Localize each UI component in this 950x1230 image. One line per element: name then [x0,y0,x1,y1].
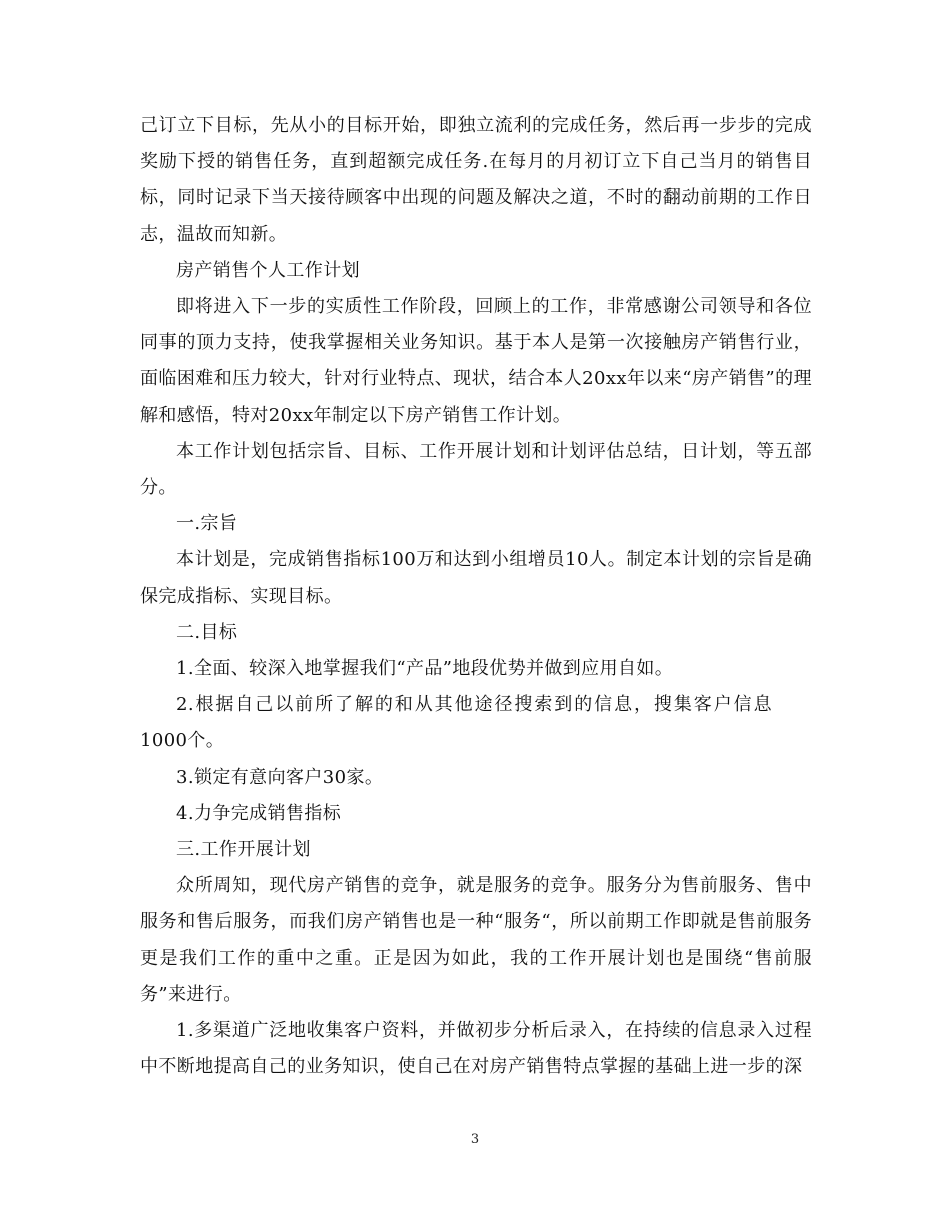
heading-work-plan: 三.工作开展计划 [176,839,311,861]
goal-item-1: 1.全面、较深入地掌握我们“产品”地段优势并做到应用自如。 [176,658,674,680]
page-number: 3 [470,1132,480,1147]
goal-item-3: 3.锁定有意向客户30家。 [176,766,384,788]
section-title: 房产销售个人工作计划 [176,259,360,281]
paragraph-plan-scope: 本工作计划包括宗旨、目标、工作开展计划和计划评估总结，日计划，等五部分。 [140,440,812,499]
paragraph-intro: 即将进入下一步的实质性工作阶段，回顾上的工作，非常感谢公司领导和各位同事的顶力支持，使我掌握相关业务知识。基于本人是第一次接触房产销售行业，面临困难和压力较大，针对行业特点、现状，结合本人20xx年以来“房产销售”的理解和感悟，特对20xx年制定以下房产销售工作计划。 [140,296,812,426]
document-body [140,108,812,1085]
paragraph-purpose: 本计划是，完成销售指标100万和达到小组增员10人。制定本计划的宗旨是确保完成指标、实现目标。 [140,549,812,607]
work-plan-item-1: 1.多渠道广泛地收集客户资料，并做初步分析后录入，在持续的信息录入过程中不断地提高自己的业务知识，使自己在对房产销售特点掌握的基础上进一步的深 [140,1020,812,1078]
goal-item-4: 4.力争完成销售指标 [176,802,342,824]
paragraph-service: 众所周知，现代房产销售的竞争，就是服务的竞争。服务分为售前服务、售中服务和售后服务，而我们房产销售也是一种“服务“，所以前期工作即就是售前服务更是我们工作的重中之重。正是因为如此，我的工作开展计划也是围绕“售前服务”来进行。 [140,875,812,1005]
goal-item-2: 2.根据自己以前所了解的和从其他途径搜索到的信息，搜集客户信息1000个。 [140,694,772,752]
heading-goals: 二.目标 [176,621,238,643]
paragraph-continuation: 己订立下目标，先从小的目标开始，即独立流利的完成任务，然后再一步步的完成奖励下授的销售任务，直到超额完成任务.在每月的月初订立下自己当月的销售目标，同时记录下当天接待顾客中出现的问题及解决之道，不时的翻动前期的工作日志，温故而知新。 [140,115,812,245]
heading-purpose: 一.宗旨 [176,513,238,535]
